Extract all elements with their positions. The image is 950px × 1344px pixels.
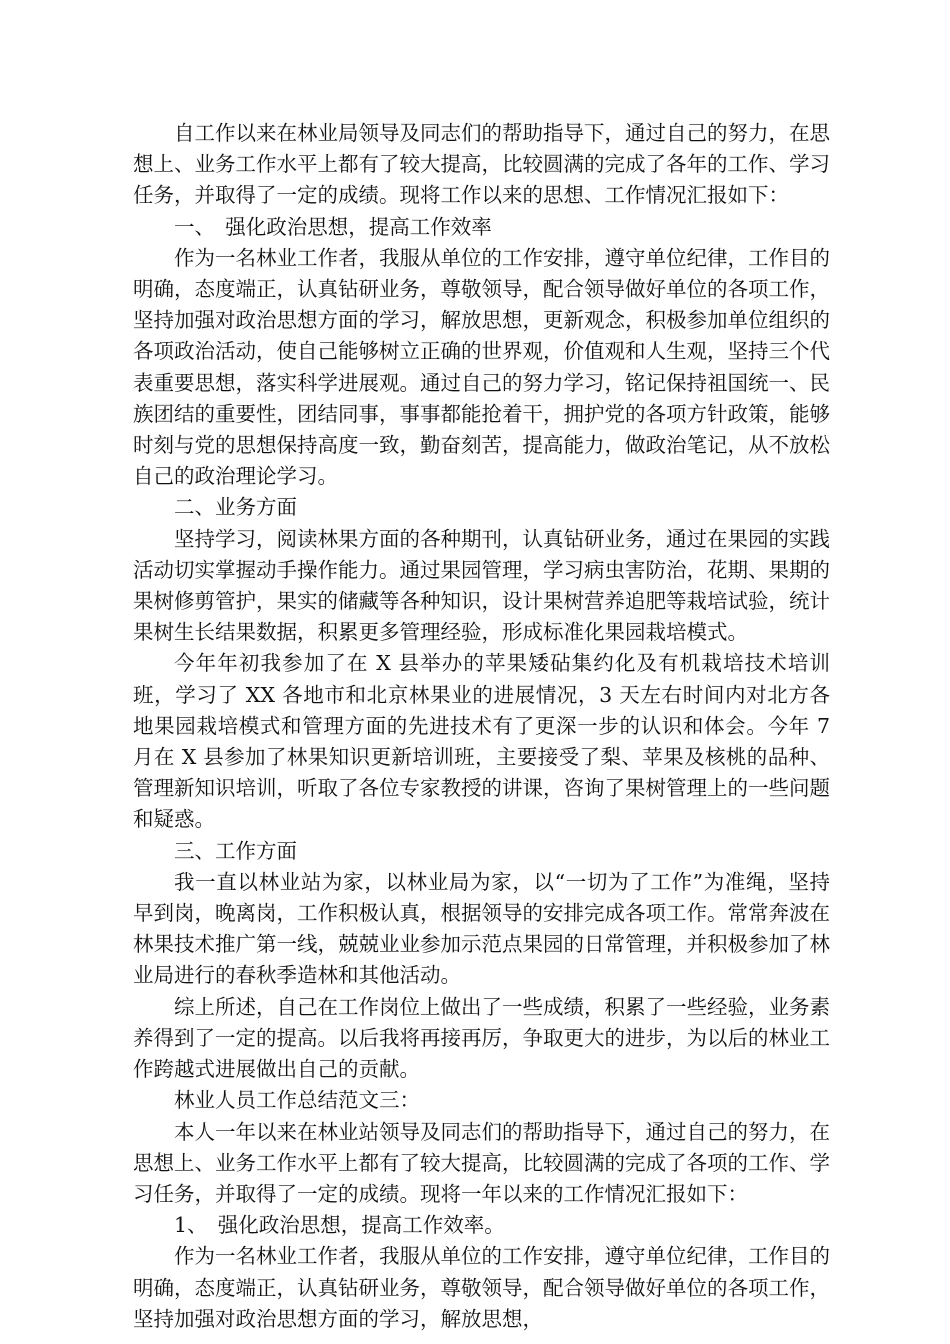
- paragraph-intro: 自工作以来在林业局领导及同志们的帮助指导下，通过自己的努力，在思想上、业务工作水平上都有了较大提高，比较圆满的完成了各年的工作、学习任务，并取得了一定的成绩。现将工作以来的思想、工作情况汇报如下：: [133, 121, 830, 208]
- section-heading-3: 三、工作方面: [174, 838, 297, 863]
- article-title-3: 林业人员工作总结范文三：: [174, 1088, 420, 1113]
- document-body: [133, 118, 830, 1335]
- section-heading-1b: 1、 强化政治思想，提高工作效率。: [174, 1213, 505, 1238]
- section-heading-2: 二、业务方面: [174, 495, 297, 520]
- paragraph-training: 今年年初我参加了在 X 县举办的苹果矮砧集约化及有机栽培技术培训班，学习了 XX 各地市和北京林果业的进展情况，3 天左右时间内对北方各地果园栽培模式和管理方面的先进技术有了更深一步的认识和体会。今年 7 月在 X 县参加了林果知识更新培训班，主要接受了梨、苹果及核桃的品种、管理新知识培训，听取了各位专家教授的讲课，咨询了果树管理上的一些问题和疑惑。: [133, 651, 830, 832]
- paragraph-political-2: 作为一名林业工作者，我服从单位的工作安排，遵守单位纪律，工作目的明确，态度端正，认真钻研业务，尊敬领导，配合领导做好单位的各项工作，坚持加强对政治思想方面的学习，解放思想，: [133, 1244, 830, 1331]
- paragraph-summary: 综上所述，自己在工作岗位上做出了一些成绩，积累了一些经验，业务素养得到了一定的提高。以后我将再接再厉，争取更大的进步，为以后的林业工作跨越式进展做出自己的贡献。: [133, 994, 830, 1082]
- paragraph-intro-2: 本人一年以来在林业站领导及同志们的帮助指导下，通过自己的努力，在思想上、业务工作水平上都有了较大提高，比较圆满的完成了各项的工作、学习任务，并取得了一定的成绩。现将一年以来的工作情况汇报如下：: [133, 1119, 830, 1206]
- section-heading-1: 一、 强化政治思想，提高工作效率: [174, 214, 492, 239]
- paragraph-political: 作为一名林业工作者，我服从单位的工作安排，遵守单位纪律，工作目的明确，态度端正，认真钻研业务，尊敬领导，配合领导做好单位的各项工作，坚持加强对政治思想方面的学习，解放思想，更新观念，积极参加单位组织的各项政治活动，使自己能够树立正确的世界观，价值观和人生观，坚持三个代表重要思想，落实科学进展观。通过自己的努力学习，铭记保持祖国统一、民族团结的重要性，团结同事，事事都能抢着干，拥护党的各项方针政策，能够时刻与党的思想保持高度一致，勤奋刻苦，提高能力，做政治笔记，从不放松自己的政治理论学习。: [133, 245, 830, 489]
- paragraph-business: 坚持学习，阅读林果方面的各种期刊，认真钻研业务，通过在果园的实践活动切实掌握动手操作能力。通过果园管理，学习病虫害防治，花期、果期的果树修剪管护，果实的储藏等各种知识，设计果树营养追肥等栽培试验，统计果树生长结果数据，积累更多管理经验，形成标准化果园栽培模式。: [133, 526, 830, 645]
- paragraph-work: 我一直以林业站为家，以林业局为家，以“一切为了工作”为准绳，坚持早到岗，晚离岗，工作积极认真，根据领导的安排完成各项工作。常常奔波在林果技术推广第一线，兢兢业业参加示范点果园的日常管理，并积极参加了林业局进行的春秋季造林和其他活动。: [133, 869, 830, 988]
